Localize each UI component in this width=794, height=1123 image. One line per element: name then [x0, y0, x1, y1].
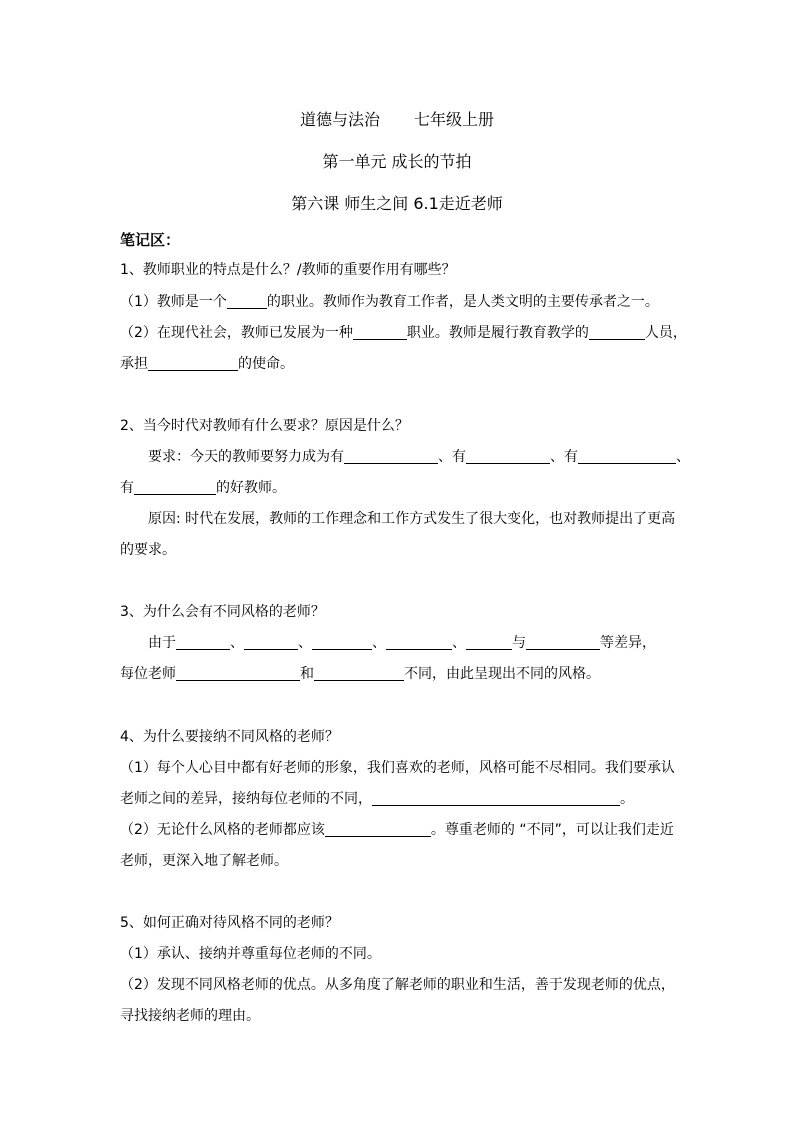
- fill-blank[interactable]: [589, 324, 645, 340]
- q1-a2-pre: （2）在现代社会，教师已发展为一种: [120, 325, 353, 341]
- q5-question: 5、如何正确对待风格不同的老师？: [120, 915, 339, 931]
- fill-blank[interactable]: [386, 634, 452, 650]
- q3-and: 与: [512, 635, 526, 651]
- q3-l1-post: 等差异，: [600, 635, 656, 651]
- q3-sep: 、: [230, 635, 244, 651]
- fill-blank[interactable]: [526, 634, 600, 650]
- fill-blank[interactable]: [353, 324, 407, 340]
- fill-blank[interactable]: [325, 821, 431, 837]
- q4-answer-2: [120, 819, 674, 839]
- q3-l2-post: 不同，由此呈现出不同的风格。: [404, 666, 600, 682]
- q2-reason-cont: 的要求。: [120, 542, 176, 558]
- q1-a1-post: 的职业。教师作为教育工作者，是人类文明的主要传承者之一。: [266, 294, 659, 310]
- q2-req2-post: 的好教师。: [216, 480, 286, 496]
- q4-answer-1-cont: [120, 788, 634, 808]
- q1-answer-2: [120, 322, 687, 342]
- fill-blank[interactable]: [176, 665, 300, 681]
- q1-a2b-post: 的使命。: [238, 356, 294, 372]
- grade: 七年级上册: [414, 110, 495, 129]
- subject: 道德与法治: [299, 110, 380, 129]
- fill-blank[interactable]: [134, 479, 216, 495]
- q1-answer-1: [120, 291, 659, 311]
- q1-answer-2-cont: [120, 353, 294, 373]
- q1-a2-mid: 职业。教师是履行教育教学的: [406, 325, 589, 341]
- fill-blank[interactable]: [314, 665, 404, 681]
- q3-answer-2: [120, 663, 600, 683]
- q5-answer-1: （1）承认、接纳并尊重每位老师的不同。: [120, 946, 381, 962]
- q3-sep: 、: [298, 635, 312, 651]
- fill-blank[interactable]: [244, 634, 298, 650]
- fill-blank[interactable]: [227, 293, 267, 309]
- notes-label: 笔记区：: [120, 231, 181, 249]
- fill-blank[interactable]: [466, 634, 512, 650]
- fill-blank[interactable]: [578, 448, 676, 464]
- q2-question: 2、当今时代对教师有什么要求？原因是什么？: [120, 418, 409, 434]
- q4-a2-post: 。尊重老师的 “不同”，可以让我们走近: [430, 822, 674, 838]
- unit-title: 第一单元 成长的节拍: [322, 152, 472, 171]
- q5-answer-2: （2）发现不同风格老师的优点。从多角度了解老师的职业和生活，善于发现老师的优点，: [120, 977, 675, 993]
- q2-req-pre: 要求：今天的教师要努力成为有: [148, 449, 344, 465]
- lesson-title: 第六课 师生之间 6.1走近老师: [291, 194, 503, 213]
- q3-sep: 、: [452, 635, 466, 651]
- q2-reason: 原因: 时代在发展，教师的工作理念和工作方式发生了很大变化，也对教师提出了更高: [148, 511, 676, 527]
- q1-a2b-pre: 承担: [120, 356, 148, 372]
- q3-answer-1: [148, 632, 656, 652]
- q3-l1-pre: 由于: [148, 635, 176, 651]
- q5-answer-2-cont: 寻找接纳老师的理由。: [120, 1008, 260, 1024]
- q4-answer-2-cont: 老师，更深入地了解老师。: [120, 853, 288, 869]
- q1-a1-pre: （1）教师是一个: [120, 294, 227, 310]
- fill-blank[interactable]: [312, 634, 372, 650]
- q3-l2-and: 和: [300, 666, 314, 682]
- header-subject-grade: [0, 107, 794, 130]
- fill-blank[interactable]: [372, 790, 620, 806]
- q2-requirement: [148, 446, 690, 466]
- q4-a2-pre: （2）无论什么风格的老师都应该: [120, 822, 325, 838]
- fill-blank[interactable]: [466, 448, 550, 464]
- q2-requirement-cont: [120, 477, 286, 497]
- q4-answer-1: （1）每个人心目中都有好老师的形象，我们喜欢的老师，风格可能不尽相同。我们要承认: [120, 760, 675, 776]
- fill-blank[interactable]: [148, 355, 238, 371]
- fill-blank[interactable]: [344, 448, 438, 464]
- q2-req2-pre: 有: [120, 480, 134, 496]
- q4-a1-l2-pre: 老师之间的差异，接纳每位老师的不同，: [120, 791, 372, 807]
- q4-question: 4、为什么要接纳不同风格的老师？: [120, 729, 339, 745]
- q4-a1-l2-post: 。: [620, 791, 634, 807]
- q3-question: 3、为什么会有不同风格的老师？: [120, 604, 325, 620]
- fill-blank[interactable]: [176, 634, 230, 650]
- q1-a2-post: 人员，: [644, 325, 687, 341]
- q1-question: 1、教师职业的特点是什么？/教师的重要作用有哪些？: [120, 262, 456, 278]
- q2-req-sep1: 、有: [438, 449, 466, 465]
- q2-req-end: 、: [676, 449, 690, 465]
- q3-sep: 、: [372, 635, 386, 651]
- q3-l2-pre: 每位老师: [120, 666, 176, 682]
- q2-req-sep2: 、有: [550, 449, 578, 465]
